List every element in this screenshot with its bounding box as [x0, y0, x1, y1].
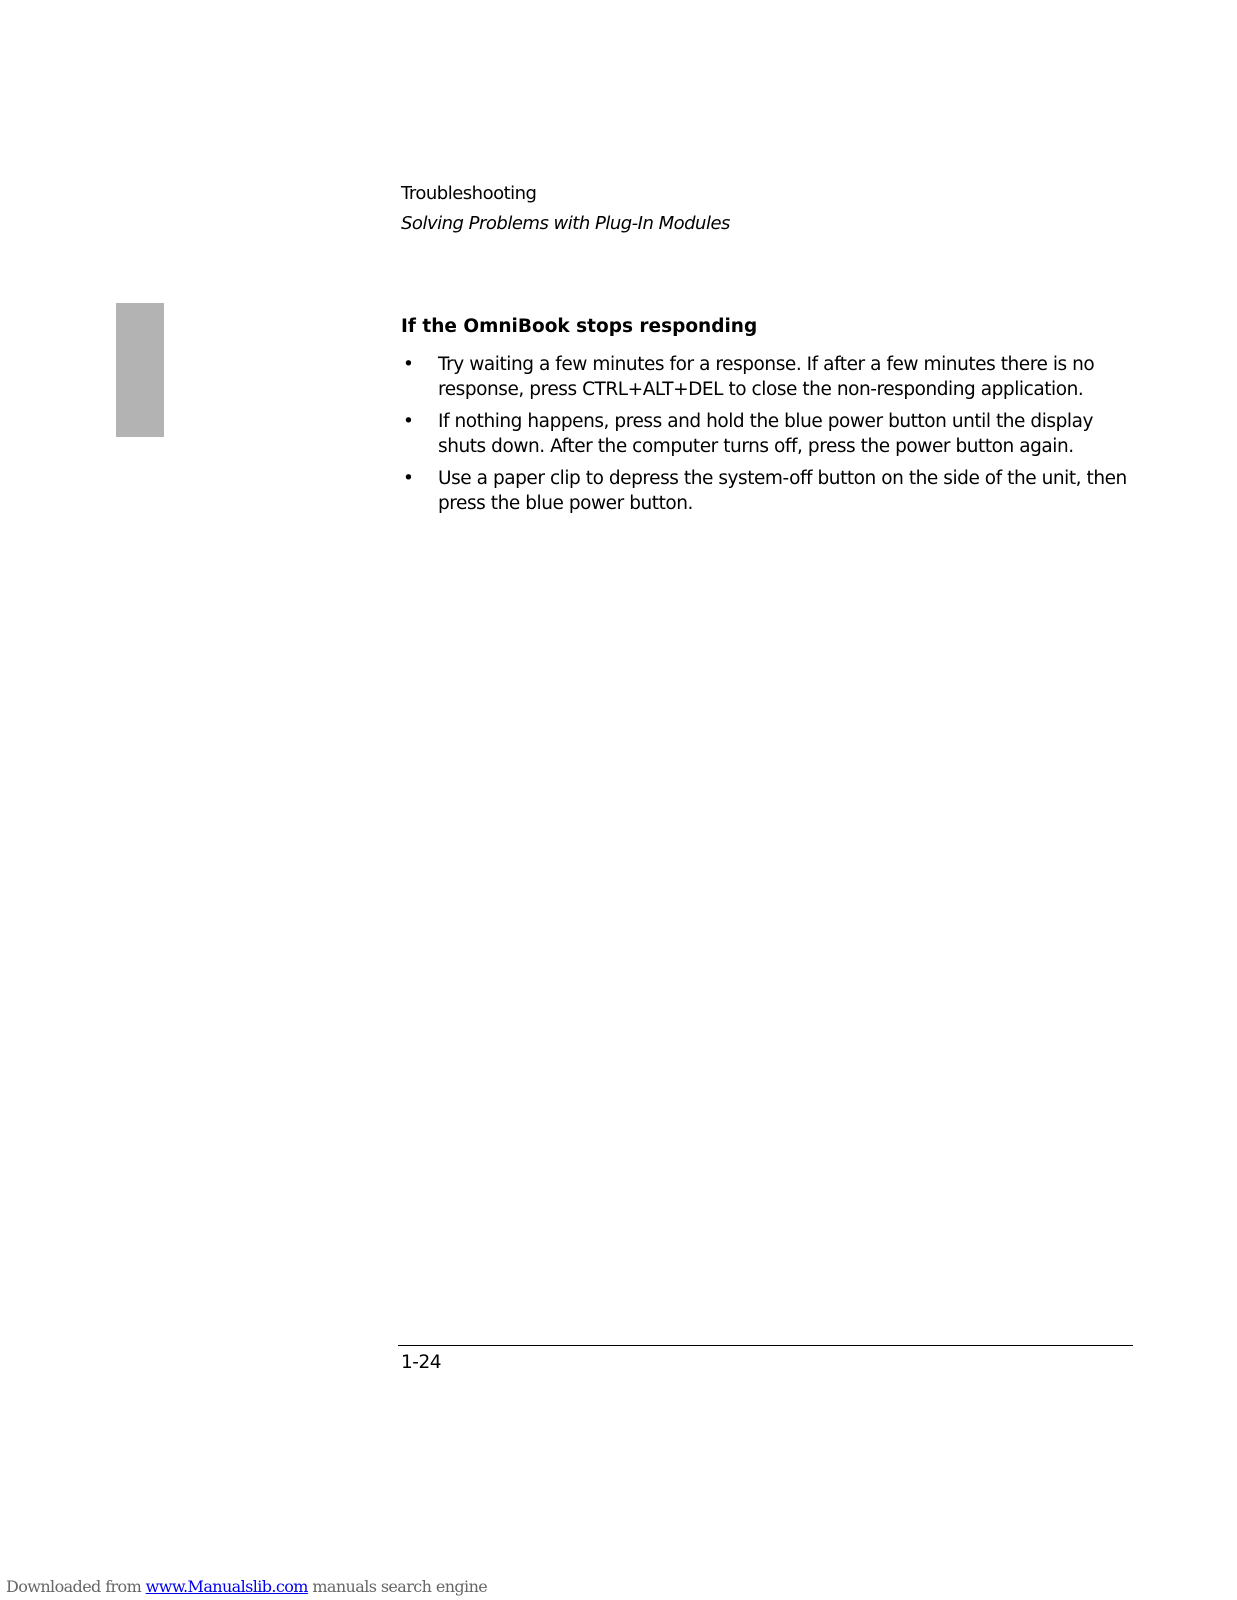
page-number: 1-24 [401, 1352, 441, 1373]
bullet-item [401, 466, 1141, 516]
footer-rule [398, 1345, 1133, 1346]
chapter-thumb-tab [116, 303, 164, 437]
bullet-item [401, 409, 1141, 459]
bullet-icon: • [403, 354, 414, 375]
running-header-section: Solving Problems with Plug-In Modules [401, 213, 730, 234]
section-heading: If the OmniBook stops responding [401, 316, 758, 337]
bullet-list [401, 352, 1141, 523]
bullet-icon: • [403, 468, 414, 489]
manualslib-link[interactable]: www.Manualslib.com [145, 1577, 308, 1596]
running-header-chapter: Troubleshooting [401, 183, 537, 204]
bullet-item [401, 352, 1141, 402]
download-banner [6, 1577, 487, 1597]
download-prefix: Downloaded from [6, 1577, 146, 1596]
bullet-text: If nothing happens, press and hold the blue power button until the display shuts down. After the computer turns off, press the power button again. [438, 411, 1093, 457]
bullet-text: Try waiting a few minutes for a response. If after a few minutes there is no response, press CTRL+ALT+DEL to close the non-responding application. [438, 354, 1095, 400]
bullet-icon: • [403, 411, 414, 432]
bullet-text: Use a paper clip to depress the system-off button on the side of the unit, then press the blue power button. [438, 468, 1127, 514]
download-suffix: manuals search engine [307, 1577, 488, 1596]
